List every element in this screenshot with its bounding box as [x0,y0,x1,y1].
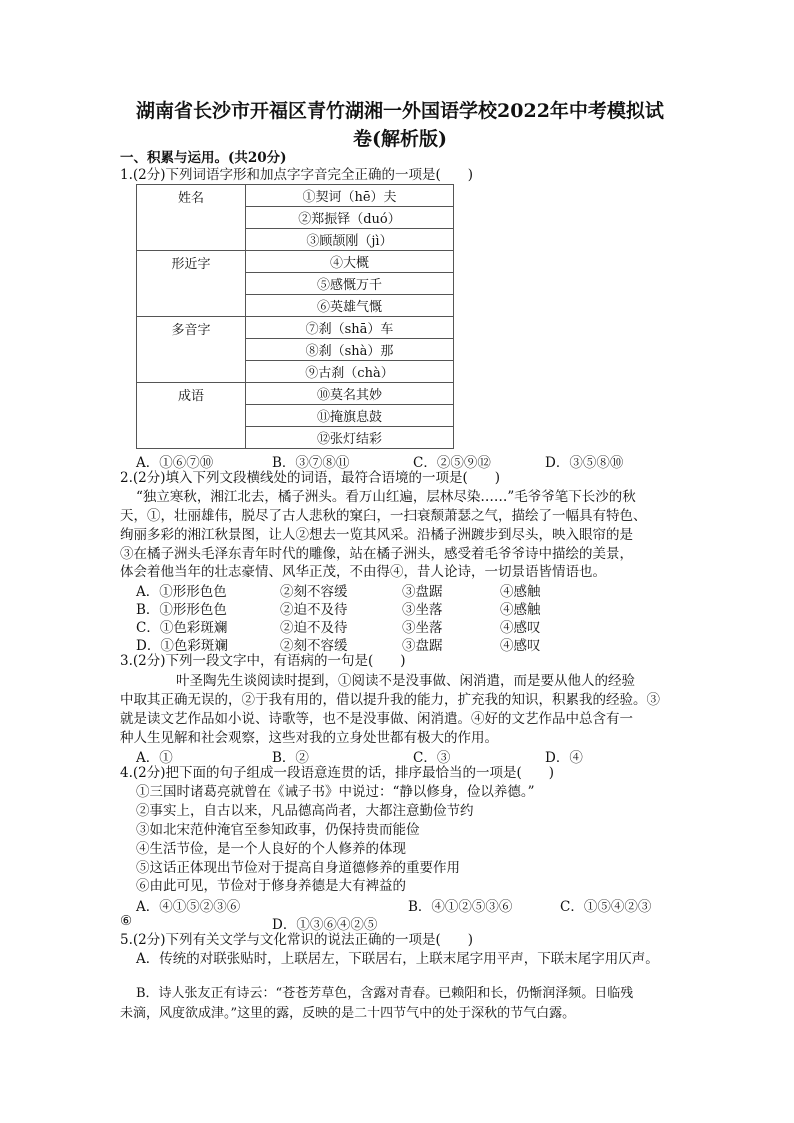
question-4-stem: 4.(2分)把下面的句子组成一段语意连贯的话，排序最恰当的一项是( ) [120,765,555,781]
table-cell: ⑥英雄气慨 [246,295,454,317]
question-4-option-a[interactable]: A．④①⑤②③⑥ [136,899,241,915]
question-2-passage-line: ③在橘子洲头毛泽东青年时代的雕像，站在橘子洲头，感受着毛爷爷诗中描绘的美景， [120,546,633,562]
question-4-sentence: ⑥由此可见，节俭对于修身养德是大有裨益的 [136,878,406,894]
table-category: 成语 [137,383,246,449]
question-2-option-d[interactable]: D．①色彩斑斓 [136,638,228,654]
document-title [100,97,700,153]
question-2-option-a-part: ③盘踞 [402,584,443,600]
question-2-option-c-part: ④感叹 [500,620,541,636]
question-4-option-c-continued: ⑥ [120,913,133,929]
question-2-option-a[interactable]: A．①形形色色 [136,584,227,600]
table-row [137,185,454,207]
table-category: 形近字 [137,251,246,317]
table-cell: ④大概 [246,251,454,273]
question-3-option-c[interactable]: C．③ [413,750,451,766]
question-3-passage-line: 中取其正确无误的，②于我有用的，借以提升我的能力，扩充我的知识，积累我的经验。③ [120,692,660,708]
section-heading: 一、积累与运用。(共20分) [120,150,287,166]
question-2-option-c[interactable]: C．①色彩斑斓 [136,620,228,636]
question-1-option-a[interactable]: A．①⑥⑦⑩ [136,455,214,471]
table-cell: ⑤感慨万千 [246,273,454,295]
table-category: 姓名 [137,185,246,251]
question-2-option-b-part: ④感触 [500,602,541,618]
question-1-option-b[interactable]: B．③⑦⑧⑪ [272,455,350,471]
question-4-sentence: ⑤这话正体现出节俭对于提高自身道德修养的重要作用 [136,860,460,876]
question-4-sentence: ③如北宋范仲淹官至参知政事，仍保持贵而能俭 [136,822,420,838]
question-2-option-d-part: ④感叹 [500,638,541,654]
title-line-1: 湖南省长沙市开福区青竹湖湘一外国语学校2022年中考模拟试 [136,100,664,122]
question-5-option-a[interactable]: A．传统的对联张贴时，上联居左，下联居右，上联末尾字用平声，下联末尾字用仄声。 [136,951,659,967]
question-5-stem: 5.(2分)下列有关文学与文化常识的说法正确的一项是( ) [120,932,474,948]
question-1-table [136,184,454,449]
question-2-passage-line: 天，①，壮丽雄伟，脱尽了古人悲秋的窠臼，一扫衰颓萧瑟之气，描绘了一幅具有特色、 [120,508,647,524]
question-2-option-a-part: ④感触 [500,584,541,600]
question-3-passage-line: 种人生见解和社会观察，这些对我的立身处世都有极大的作用。 [120,730,498,746]
question-3-option-d[interactable]: D．④ [545,750,583,766]
question-2-option-b[interactable]: B．①形形色色 [136,602,227,618]
question-3-stem: 3.(2分)下列一段文字中，有语病的一句是( ) [120,653,406,669]
table-cell: ⑧刹（shà）那 [246,339,454,361]
table-cell: ⑦刹（shā）车 [246,317,454,339]
question-2-option-d-part: ②刻不容缓 [280,638,348,654]
question-1-stem: 1.(2分)下列词语字形和加点字字音完全正确的一项是( ) [120,167,474,183]
question-4-option-c[interactable]: C．①⑤④②③ [560,899,652,915]
question-2-stem: 2.(2分)填入下列文段横线处的词语，最符合语境的一项是( ) [120,470,501,486]
question-1-option-c[interactable]: C．②⑤⑨⑫ [413,455,491,471]
question-2-option-d-part: ③盘踞 [402,638,443,654]
question-2-passage-line: “独立寒秋，湘江北去，橘子洲头。看万山红遍，层林尽染……”毛爷爷笔下长沙的秋 [136,489,636,505]
table-row [137,251,454,273]
question-3-option-b[interactable]: B．② [272,750,309,766]
question-2-option-b-part: ②迫不及待 [280,602,348,618]
question-5-option-b[interactable]: B．诗人张友正有诗云：“苍苍芳草色，含露对青春。已赖阳和长，仍惭润泽频。日临残 [136,986,634,1001]
table-cell: ③顾颉刚（jì） [246,229,454,251]
question-3-passage-line: 就是读文艺作品如小说、诗歌等，也不是没事做、闲消遣。④好的文艺作品中总含有一 [120,711,633,727]
question-4-option-b[interactable]: B．④①②⑤③⑥ [408,899,513,915]
table-cell: ⑪掩旗息鼓 [246,405,454,427]
question-3-option-a[interactable]: A．① [136,750,173,766]
question-5-option-b-continued: 未滴，风度欲成津。”这里的露，反映的是二十四节气中的处于深秋的节气白露。 [120,1006,576,1021]
table-cell: ⑫张灯结彩 [246,427,454,449]
question-4-sentence: ①三国时诸葛亮就曾在《诫子书》中说过：“静以修身，俭以养德。” [136,784,535,800]
question-2-option-b-part: ③坐落 [402,602,443,618]
question-4-option-d[interactable]: D．①③⑥④②⑤ [272,917,378,933]
table-cell: ⑩莫名其妙 [246,383,454,405]
question-2-option-a-part: ②刻不容缓 [280,584,348,600]
table-row [137,383,454,405]
question-1-option-d[interactable]: D．③⑤⑧⑩ [545,455,624,471]
question-2-passage-line: 体会着他当年的壮志豪情、风华正茂，不由得④，昔人论诗，一切景语皆情语也。 [120,564,606,580]
title-line-2: 卷(解析版) [353,128,447,150]
question-3-passage-line: 叶圣陶先生谈阅读时提到，①阅读不是没事做、闲消遣，而是要从他人的经验 [176,673,635,689]
question-2-passage-line: 绚丽多彩的湘江秋景图，让人②想去一览其风采。沿橘子洲踱步到尽头，映入眼帘的是 [120,527,633,543]
table-row [137,317,454,339]
question-2-option-c-part: ③坐落 [402,620,443,636]
table-cell: ①契诃（hē）夫 [246,185,454,207]
table-cell: ②郑振铎（duó） [246,207,454,229]
question-4-sentence: ②事实上，自古以来，凡品德高尚者，大都注意勤俭节约 [136,803,474,819]
table-cell: ⑨古刹（chà） [246,361,454,383]
table-category: 多音字 [137,317,246,383]
question-4-sentence: ④生活节俭，是一个人良好的个人修养的体现 [136,841,406,857]
question-2-option-c-part: ②迫不及待 [280,620,348,636]
